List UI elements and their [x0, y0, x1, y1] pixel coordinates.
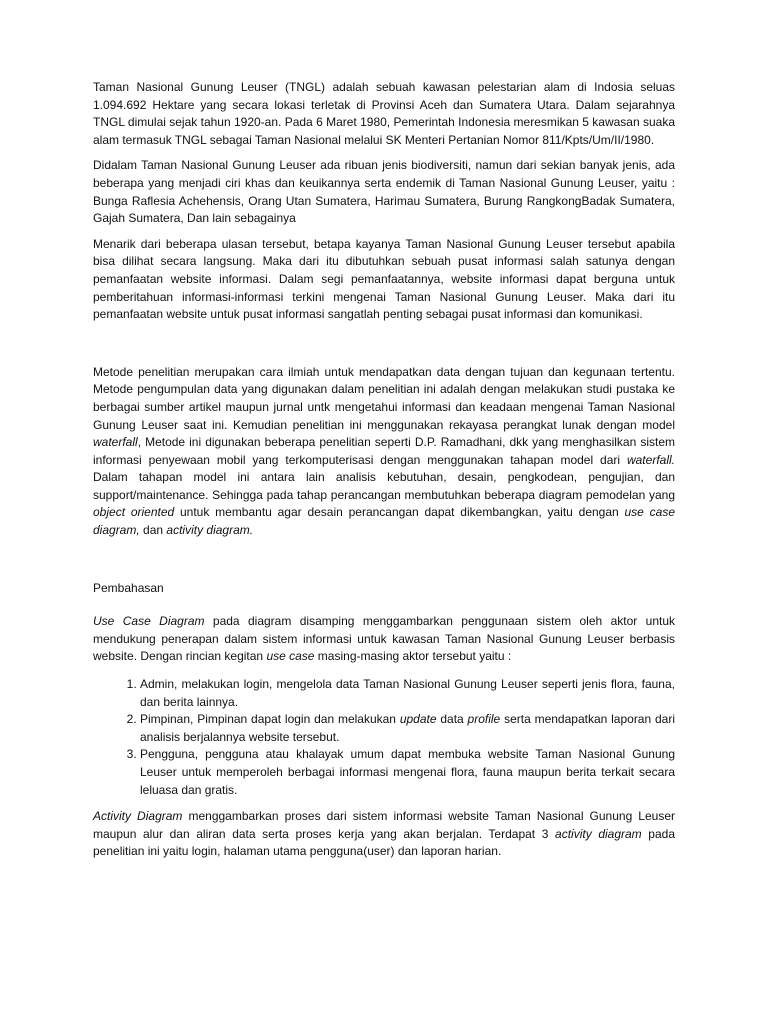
- use-case-text-1: pada diagram disamping menggambarkan penggunaan sistem oleh aktor untuk mendukung penerapan dalam sistem informasi untuk kawasan Taman Nasional Gunung Leuser berbasis website. Dengan rincian kegitan: [93, 614, 675, 664]
- paragraph-intro: Taman Nasional Gunung Leuser (TNGL) adalah sebuah kawasan pelestarian alam di Indosia seluas 1.094.692 Hektare yang secara lokasi terletak di Provinsi Aceh dan Sumatera Utara. Dalam sejarahnya TNGL dimulai sejak tahun 1920-an. Pada 6 Maret 1980, Pemerintah Indonesia meresmikan 5 kawasan suaka alam termasuk TNGL sebagai Taman Nasional melalui SK Menteri Pertanian Nomor 811/Kpts/Um/II/1980.: [93, 80, 675, 147]
- pimpinan-text-1: Pimpinan, Pimpinan dapat login dan melakukan: [140, 712, 400, 727]
- paragraph-method: [93, 364, 675, 540]
- paragraph-use-case: [93, 613, 675, 666]
- activity-text-1: menggambarkan proses dari sistem informasi website Taman Nasional Gunung Leuser maupun alur dan aliran data serta proses kerja yang akan berjalan. Terdapat 3: [93, 809, 675, 841]
- paragraph-website-purpose: Menarik dari beberapa ulasan tersebut, betapa kayanya Taman Nasional Gunung Leuser tersebut apabila bisa dilihat secara langsung. Maka dari itu dibutuhkan sebuah pusat informasi salah satunya dengan pemanfaatan website informasi. Dalam segi pemanfaatannya, website informasi dapat berguna untuk pemberitahuan informasi-informasi terkini mengenai Taman Nasional Gunung Leuser. Maka dari itu pemanfaatan website untuk pusat informasi sangatlah penting sebagai pusat informasi dan komunikasi.: [93, 236, 675, 322]
- pimpinan-italic-update: update: [399, 712, 437, 727]
- method-text-2: , Metode ini digunakan beberapa penelitian seperti D.P. Ramadhani, dkk yang menghasilkan sistem informasi penyewaan mobil yang terkomputerisasi dengan menggunakan tahapan model dari: [93, 435, 675, 467]
- method-text-5: dan: [139, 523, 167, 538]
- list-item-pengguna: 3. Pengguna, pengguna atau khalayak umum dapat membuka website Taman Nasional Gunung Leuser untuk memperoleh berbagai informasi mengenai flora, fauna maupun berita terkait secara leluasa dan gratis.: [140, 746, 675, 799]
- actor-list: [93, 676, 675, 799]
- method-italic-waterfall-2: waterfall.: [626, 452, 675, 467]
- use-case-italic-term: use case: [266, 649, 315, 664]
- method-italic-object-oriented: object oriented: [93, 505, 175, 520]
- use-case-text-2: masing-masing aktor tersebut yaitu :: [314, 649, 512, 664]
- use-case-italic-title: Use Case Diagram: [93, 614, 205, 629]
- section-heading: Pembahasan: [93, 580, 164, 595]
- list-item-admin: 1. Admin, melakukan login, mengelola data Taman Nasional Gunung Leuser seperti jenis flora, fauna, dan berita lainnya.: [140, 676, 675, 711]
- pimpinan-text-2: data: [436, 712, 468, 727]
- method-italic-waterfall: waterfall: [93, 435, 138, 450]
- paragraph-biodiversity: Didalam Taman Nasional Gunung Leuser ada ribuan jenis biodiversiti, namun dari sekian banyak jenis, ada beberapa yang menjadi ciri khas dan keuikannya serta endemik di Taman Nasional Gunung Leuser, yaitu : Bunga Raflesia Achehensis, Orang Utan Sumatera, Harimau Sumatera, Burung RangkongBadak Sumatera, Gajah Sumatera, Dan lain sebagainya: [93, 158, 675, 226]
- method-text-3: Dalam tahapan model ini antara lain analisis kebutuhan, desain, pengkodean, pengujian, dan support/maintenance. Sehingga pada tahap perancangan membutuhkan beberapa diagram pemodelan yang: [93, 470, 675, 502]
- activity-italic-title: Activity Diagram: [93, 809, 183, 824]
- method-text-4: untuk membantu agar desain perancangan dapat dikembangkan, yaitu dengan: [174, 505, 625, 520]
- pimpinan-italic-profile: profile: [467, 712, 501, 727]
- activity-text-2: pada penelitian ini yaitu login, halaman utama pengguna(user) dan laporan harian.: [93, 826, 675, 859]
- method-text-1: Metode penelitian merupakan cara ilmiah untuk mendapatkan data dengan tujuan dan kegunaan tertentu. Metode pengumpulan data yang digunakan dalam penelitian ini adalah dengan melakukan studi pustaka ke berbagai sumber artikel maupun jurnal untk mengetahui informasi dan keadaan mengenai Taman Nasional Gunung Leuser saat ini. Kemudian penelitian ini menggunakan rekayasa perangkat lunak dengan model: [93, 364, 675, 432]
- activity-italic-term: activity diagram: [555, 826, 642, 841]
- pimpinan-text-3: serta mendapatkan laporan dari analisis berjalannya website tersebut.: [140, 712, 675, 744]
- list-item-pimpinan: [140, 711, 675, 746]
- method-italic-use-case: use case diagram,: [93, 505, 675, 538]
- paragraph-activity: [93, 808, 675, 861]
- method-italic-activity: activity diagram.: [166, 523, 254, 538]
